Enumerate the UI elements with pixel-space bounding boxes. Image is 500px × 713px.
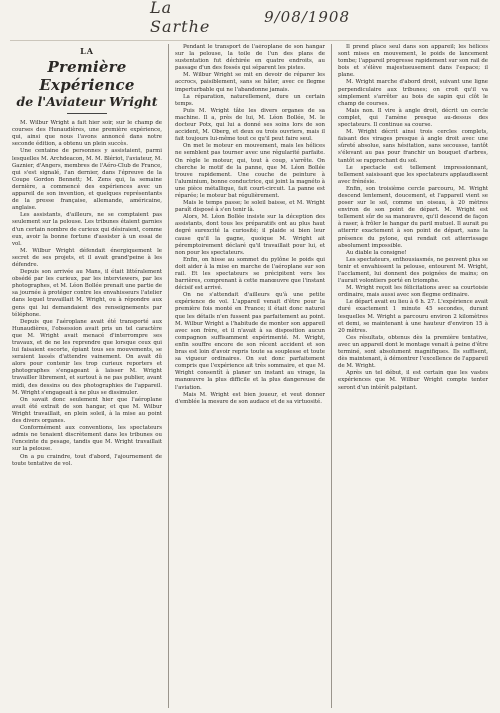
paragraph: Après un tel début, il est certain que les vastes expériences que M. Wilbur Wright compte tenter seront d'un intérêt palpitant. xyxy=(338,370,488,391)
handwritten-annotation xyxy=(150,0,350,36)
paragraph: M. Wright reçoit les félicitations avec sa courtoisie ordinaire, mais aussi avec son flegme ordinaire. xyxy=(338,285,488,299)
paragraph: M. Wright marche d'abord droit, suivant une ligne perpendiculaire aux tribunes; on croit qu'il va simplement s'arrêter au bois de sapin qui clôt le champ de courses. xyxy=(338,79,488,107)
paragraph: Mais M. Wright est bien joueur, et veut donner d'emblée la mesure de son audace et de sa virtuosité. xyxy=(175,391,325,405)
paragraph: Il prend place seul dans son appareil; les hélices sont mises en mouvement, le poids de lancement tombe; l'appareil progresse rapidement sur son rail de bois et s'élève majestueusement dans l'espace; il plane. xyxy=(338,44,488,79)
paragraph: Conformément aux conventions, les spectateurs admis ne tenaient discrètement dans les tribunes ou l'enceinte du pesage, tandis que M. Wright travaillait sur la pelouse. xyxy=(12,425,162,453)
article-column-3 xyxy=(338,44,488,708)
paragraph: Depuis que l'aéroplane avait été transporté aux Hunaudières, l'obsession avait pris un tel caractère que M. Wright avait menacé d'interrompre ses travaux, et de ne les reprendre que lorsque ceux qui lui faisaient escorte, épiant tous ses mouvements, se seraient lassés d'attendre vainement. On avait dû alors pour contenir les trop curieux reporters et photographes s'engageant à laisser M. Wright travailler librement, et surtout à ne pas publier, avant midi, des dessins ou des photographies de l'appareil. M. Wright s'engageait à ne plus se dissimuler. xyxy=(12,318,162,396)
paragraph: Une centaine de personnes y assistaient, parmi lesquelles M. Archdeacon, M. M. Blériot, l'aviateur, M. Gaznier, d'Angers, membres de l'Aéro-Club de France, qui s'est signalé, l'an dernier, dans l'épreuve de la Coupe Gordon Bennett; M. Zens qui, la semaine dernière, a commencé des expériences avec un appareil de son invention, et quelques représentants de la presse française, allemande, américaine, anglaise. xyxy=(12,148,162,212)
paragraph: M. Wilbur Wright se mit en devoir de réparer les accrocs, paisiblement, sans se hâter, avec ce flegme imperturbable qui ne l'abandonne jamais. xyxy=(175,72,325,93)
paragraph: Au diable la consigne! xyxy=(346,249,407,256)
paragraph: M. Wright décrit ainsi trois cercles complets, faisant des virages presque à angle droit avec une sûreté absolue, sans hésitation, sans secousse, tantôt s'élevant au pas pour franchir un bouquet d'arbres, tantôt se rapprochant du sol. xyxy=(338,129,488,164)
paragraph: M. Wilbur Wright défendait énergiquement le secret de ses projets, et il avait grand'peine à les défendre. xyxy=(12,247,162,268)
paragraph: Pendant le transport de l'aéroplane de son hangar sur la pelouse, la toile de l'un des plans de sustentation fut déchirée en quatre endroits, au passage d'un des fossés qui séparent les pistes. xyxy=(175,44,325,72)
headline-rule xyxy=(67,113,107,114)
paragraph: Le départ avait eu lieu à 6 h. 27. L'expérience avait duré exactement 1 minute 45 secondes, durant lesquelles M. Wright a parcouru environ 2 kilomètres et demi, se maintenant à une hauteur d'environ 15 à 20 mètres. xyxy=(338,299,488,334)
column-divider xyxy=(168,44,169,708)
paragraph: Enfin, son troisième cercle parcouru, M. Wright descend lentement, doucement, et l'appareil vient se poser sur le sol, comme un oiseau, à 20 mètres environ de son point de départ. M. Wright est tellement sûr de sa manœuvre, qu'il descend de façon à raser, à frôler le hangar du paril mutuel. Il aurait pu atterrir exactement à son point de départ, sans la présence du pylone, qui rendait cet atterrissage absolument impossible. xyxy=(338,185,488,249)
top-rule xyxy=(10,40,490,41)
headline-line-2: de l'Aviateur Wright xyxy=(16,94,158,110)
paragraph: M. Wilbur Wright a fait hier soir, sur le champ de courses des Hunaudières, une première expérience, qui, ainsi que nous l'avons annoncé dans notre seconde édition, a obtenu un plein succès. xyxy=(12,120,162,148)
paragraph: Ces résultats, obtenus dès la première tentative, avec un appareil dont le montage venait à peine d'être terminé, sont absolument magnifiques. Ils suffisent, dès maintenant, à démontrer l'excellence de l'appareil de M. Wright. xyxy=(338,334,488,370)
paragraph: On savait donc seulement hier que l'aéroplane avait été extrait de son hangar, et que M. Wilbur Wright travaillait, en plein soleil, à la mise au point des divers organes. xyxy=(12,396,162,425)
headline-kicker: LA xyxy=(80,46,94,56)
paragraph: Le spectacle est tellement impressionnant, tellement saisissant que les spectateurs applaudissent avec frénésie. xyxy=(338,164,488,185)
paragraph: Alors, M. Léon Bollée insiste sur la déception des assistants, dont tous les préparatifs ont au plus haut degré surexcité la curiosité; il plaide si bien leur cause qu'il la gagne, quoique M. Wright ait péremptoirement déclaré qu'il travaillait pour lui, et non pour les spectateurs. xyxy=(175,214,325,256)
column-divider xyxy=(331,44,332,708)
headline-line-1: Première Expérience xyxy=(39,58,135,95)
paragraph: On met le moteur en mouvement, mais les hélices ne semblent pas tourner avec une régularité parfaite. On règle le moteur, qui, tout à coup, s'arrête. On cherche le motif de la panne, que M. Léon Bollée trouve rapidement. Une couche de peinture à l'aluminium, bonne conductrice, qui joint la magnéto à une pièce métallique, fait court-circuit. La panne est réparée; le moteur bat régulièrement. xyxy=(175,143,325,199)
paragraph: Mais non. Il vire à angle droit, décrit un cercle complet, qui l'amène presque au-dessus des spectateurs. Il continue sa course. xyxy=(338,107,488,129)
article-column-2 xyxy=(175,44,325,708)
paragraph: Puis M. Wright tâte les divers organes de sa machine. Il a, près de lui, M. Léon Bollée, M. le docteur Potx, qui lui a donné ses soins lors de son accident, M. Oberg, et deux ou trois ouvriers, mais il fait toujours lui-même tout ce qu'il peut faire seul. xyxy=(175,107,325,143)
newspaper-name: La Sarthe xyxy=(150,0,211,36)
article-column-1 xyxy=(12,44,162,708)
clipping-date: 9/08/1908 xyxy=(264,8,350,26)
paragraph: On a pu craindre, tout d'abord, l'ajournement de toute tentative de vol. xyxy=(12,453,162,467)
paragraph: Mais le temps passe; le soleil baisse, et M. Wright paraît disposé à s'en tenir là. xyxy=(175,200,325,214)
paragraph: Enfin, on hisse au sommet du pylône le poids qui doit aider à la mise en marche de l'aéroplane sur son rail. Et les spectateurs se précipitent vers les barrières, comprenant à cette manœuvre que l'instant décisif est arrivé. xyxy=(175,256,325,292)
paragraph: Depuis son arrivée au Mans, il était littéralement obsédé par les curieux, par les interviewers, par les photographes, et M. Léon Bollée prenait une partie de sa journée à protéger contre les envahisseurs l'atelier dans lequel travaillait M. Wright, ou à répondre aux gens qui lui demandaient des renseignements par téléphone. xyxy=(12,269,162,318)
paragraph: Les spectateurs, enthousiasmés, ne peuvent plus se tenir et envahissent la pelouse, entourent M. Wright, l'acclament, lui donnent des poignées de mains; on l'aurait volontiers porté en triomphe. xyxy=(338,256,488,285)
article-headline xyxy=(12,48,162,114)
paragraph: Les assistants, d'ailleurs, ne se comptaient pas seulement sur la pelouse. Les tribunes étaient garnies d'un certain nombre de curieux qui désiraient, comme eux, avoir la bonne fortune d'assister à un essai de vol. xyxy=(12,212,162,247)
paragraph: On ne s'attendait d'ailleurs qu'à une petite expérience de vol. L'appareil venait d'être pour la première fois monté en France; il était donc naturel que les détails n'en fussent pas parfaitement au point. M. Wilbur Wright a l'habitude de monter son appareil avec son frère, et il n'avait à sa disposition aucun compagnon suffisamment expérimenté. M. Wright, enfin souffre encore de son récent accident et son bras est loin d'avoir repris toute sa souplesse et toute sa vigueur ordinaires. On sut donc parfaitement compris que l'expérience ait très sommaire, et que M. Wright consentît à planer un instant au virage, la manœuvre la plus difficile et la plus dangereuse de l'aviation. xyxy=(175,292,325,391)
paragraph: La réparation, naturellement, dure un certain temps. xyxy=(175,93,325,107)
